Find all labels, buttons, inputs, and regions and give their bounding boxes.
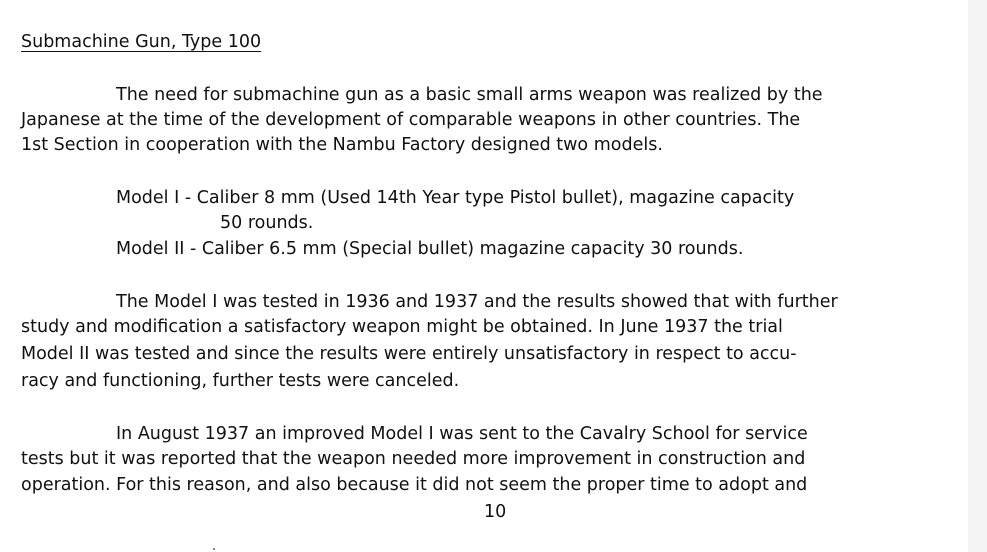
paragraph-3-line-2: tests but it was reported that the weapon needed more improvement in construction and <box>21 449 806 469</box>
paragraph-2-line-2: study and modification a satisfactory weapon might be obtained. In June 1937 the trial <box>21 317 783 337</box>
model-2-spec: Model II - Caliber 6.5 mm (Special bullet) magazine capacity 30 rounds. <box>116 239 744 259</box>
model-1-spec: Model I - Caliber 8 mm (Used 14th Year type Pistol bullet), magazine capacity <box>116 188 795 208</box>
paragraph-2-line-1: The Model I was tested in 1936 and 1937 and the results showed that with further <box>116 292 838 312</box>
paragraph-2-line-3: Model II was tested and since the results were entirely unsatisfactory in respect to accu- <box>21 344 797 364</box>
paragraph-3-line-1: In August 1937 an improved Model I was sent to the Cavalry School for service <box>116 424 808 444</box>
paragraph-1-line-1: The need for submachine gun as a basic small arms weapon was realized by the <box>116 85 823 105</box>
previous-line-fragment <box>0 0 968 2</box>
paragraph-1-line-3: 1st Section in cooperation with the Nambu Factory designed two models. <box>21 135 663 155</box>
page-number: 10 <box>484 502 507 522</box>
scan-speck <box>213 548 215 550</box>
right-margin <box>968 0 987 552</box>
paragraph-1-line-2: Japanese at the time of the development of comparable weapons in other countries. The <box>21 110 801 130</box>
model-1-spec-continued: 50 rounds. <box>220 213 314 233</box>
paragraph-3-line-3: operation. For this reason, and also because it did not seem the proper time to adopt and <box>21 475 808 495</box>
paragraph-2-line-4: racy and functioning, further tests were canceled. <box>21 371 460 391</box>
section-heading: Submachine Gun, Type 100 <box>21 32 262 52</box>
